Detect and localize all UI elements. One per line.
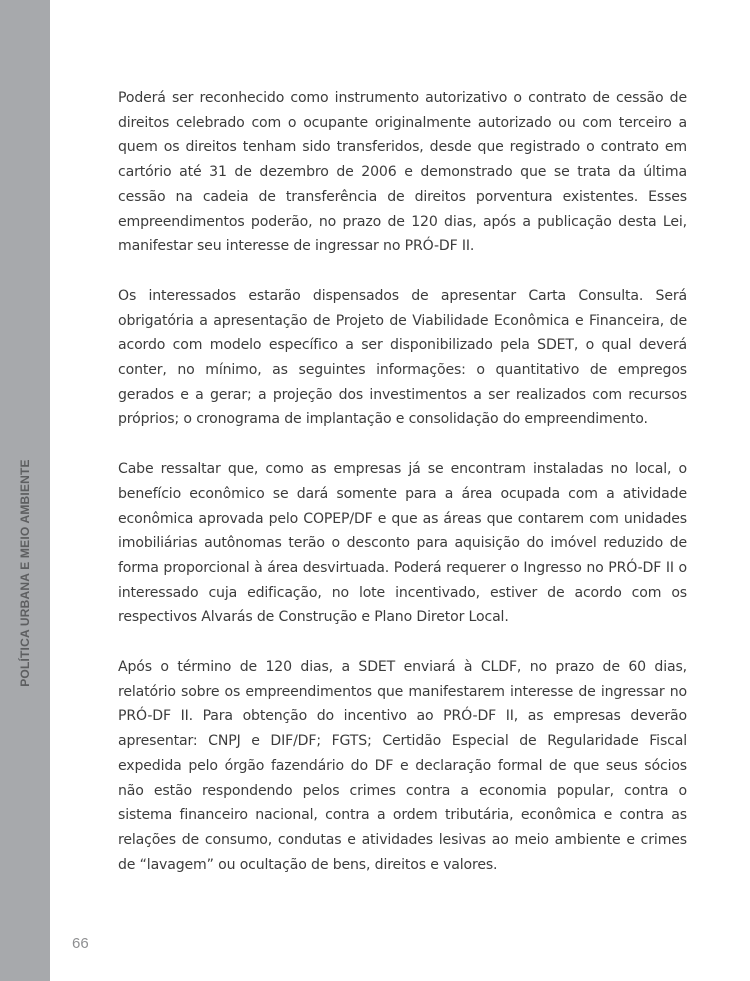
- sidebar-band: [0, 0, 50, 981]
- page-content: [118, 86, 687, 902]
- sidebar-section-title: POLÍTICA URBANA E MEIO AMBIENTE: [18, 459, 32, 687]
- page-number: 66: [72, 935, 89, 952]
- paragraph: Poderá ser reconhecido como instrumento autorizativo o contrato de cessão de direitos celebrado com o ocupante originalmente autorizado ou com terceiro a quem os direitos tenham sido transferidos, desde que registrado o contrato em cartório até 31 de dezembro de 2006 e demonstrado que se trata da última cessão na cadeia de transferência de direitos porventura existentes. Esses empreendimentos poderão, no prazo de 120 dias, após a publicação desta Lei, manifestar seu interesse de ingressar no PRÓ-DF II.: [118, 90, 687, 255]
- paragraph: Cabe ressaltar que, como as empresas já se encontram instaladas no local, o benefício econômico se dará somente para a área ocupada com a atividade econômica aprovada pelo COPEP/DF e que as áreas que contarem com unidades imobiliárias autônomas terão o desconto para aquisição do imóvel reduzido de forma proporcional à área desvirtuada. Poderá requerer o Ingresso no PRÓ-DF II o interessado cuja edificação, no lote incentivado, estiver de acordo com os respectivos Alvarás de Construção e Plano Diretor Local.: [118, 461, 687, 626]
- paragraph: Após o término de 120 dias, a SDET enviará à CLDF, no prazo de 60 dias, relatório sobre os empreendimentos que manifestarem interesse de ingressar no PRÓ-DF II. Para obtenção do incentivo ao PRÓ-DF II, as empresas deverão apresentar: CNPJ e DIF/DF; FGTS; Certidão Especial de Regularidade Fiscal expedida pelo órgão fazendário do DF e declaração formal de que seus sócios não estão respondendo pelos crimes contra a economia popular, contra o sistema financeiro nacional, contra a ordem tributária, econômica e contra as relações de consumo, condutas e atividades lesivas ao meio ambiente e crimes de “lavagem” ou ocultação de bens, direitos e valores.: [118, 659, 687, 873]
- paragraph: Os interessados estarão dispensados de apresentar Carta Consulta. Será obrigatória a apresentação de Projeto de Viabilidade Econômica e Financeira, de acordo com modelo específico a ser disponibilizado pela SDET, o qual deverá conter, no mínimo, as seguintes informações: o quantitativo de empregos gerados e a gerar; a projeção dos investimentos a ser realizados com recursos próprios; o cronograma de implantação e consolidação do empreendimento.: [118, 287, 687, 428]
